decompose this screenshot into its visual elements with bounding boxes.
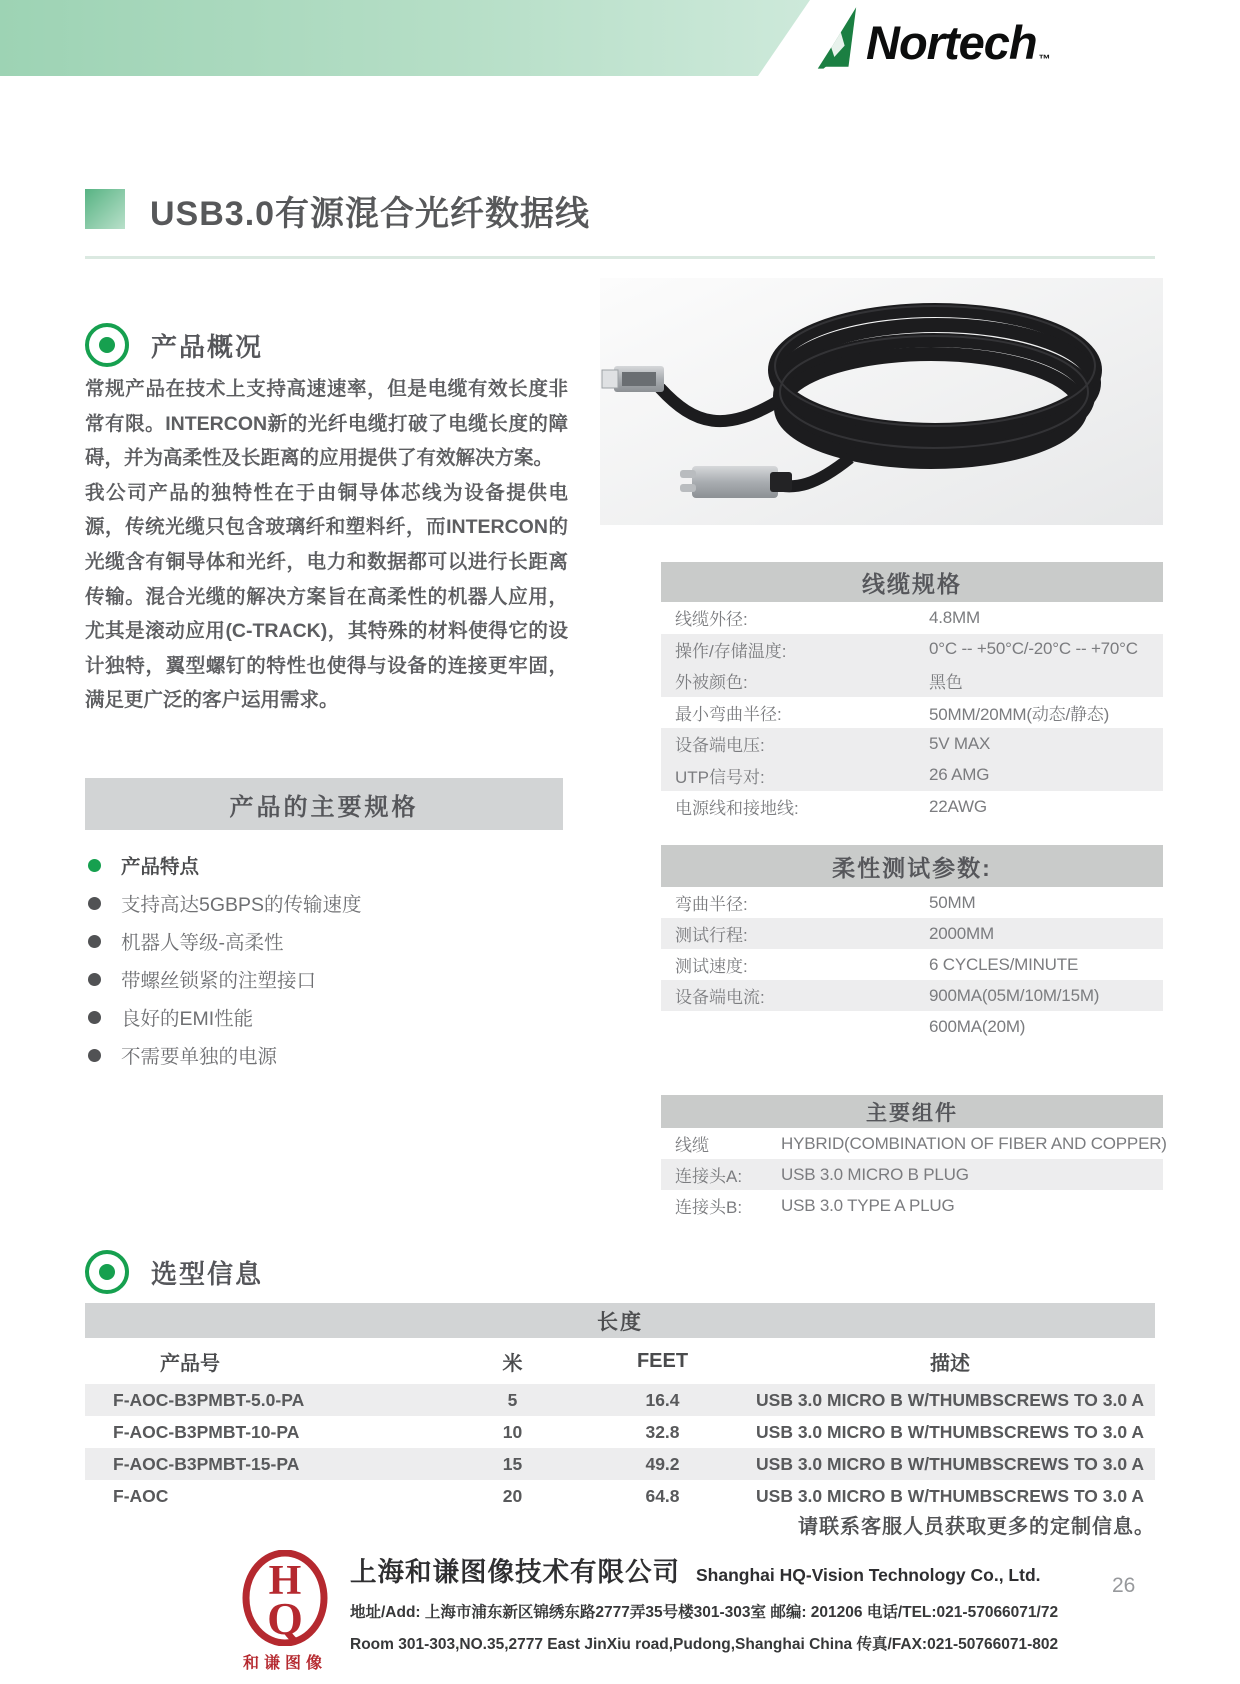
product-photo: [600, 278, 1163, 525]
feature-item: 支持高达5GBPS的传输速度: [88, 884, 568, 922]
brand-trademark: ™: [1038, 52, 1051, 66]
cable-spec-heading: 线缆规格: [661, 562, 1163, 602]
table-row: F-AOC 20 64.8 USB 3.0 MICRO B W/THUMBSCREWS TO 3.0 A: [113, 1485, 1144, 1506]
table-row: 设备端电流: 900MA(05M/10M/15M): [661, 980, 1163, 1011]
table-row: 操作/存储温度: 0°C -- +50°C/-20°C -- +70°C: [661, 634, 1163, 666]
table-row: 弯曲半径: 50MM: [675, 892, 976, 914]
table-row: 连接头B: USB 3.0 TYPE A PLUG: [675, 1195, 955, 1217]
table-row: 电源线和接地线: 22AWG: [675, 796, 987, 819]
table-row: 线缆 HYBRID(COMBINATION OF FIBER AND COPPER): [675, 1133, 1167, 1155]
table-row: 设备端电压: 5V MAX: [661, 728, 1163, 760]
overview-heading: 产品概况: [151, 331, 264, 362]
flex-test-heading: 柔性测试参数:: [661, 845, 1163, 887]
table-row: 线缆外径: 4.8MM: [675, 607, 980, 630]
company-name-cn: 上海和谦图像技术有限公司: [350, 1557, 680, 1587]
company-address-en: Room 301-303,NO.35,2777 East JinXiu road,Pudong,Shanghai China 传真/FAX:021-50766071-802: [350, 1636, 1059, 1653]
svg-text:Q: Q: [267, 1593, 303, 1644]
feature-item: 产品特点: [88, 846, 568, 884]
overview-paragraph-2: 我公司产品的独特性在于由铜导体芯线为设备提供电源，传统光缆只包含玻璃纤和塑料纤，而INTERCON的光缆含有铜导体和光纤，电力和数据都可以进行长距离传输。混合光缆的解决方案旨在高柔性的机器人应用，尤其是滚动应用(C-TRACK)，其特殊的材料使得它的设计独特，翼型螺钉的特性也使得与设备的连接更牢固，满足更广泛的客户运用需求。: [85, 481, 568, 712]
table-row: UTP信号对: 26 AMG: [661, 760, 1163, 792]
bullet-dot-icon: [88, 859, 101, 872]
bullet-dot-icon: [88, 935, 101, 948]
table-row: F-AOC-B3PMBT-10-PA 10 32.8 USB 3.0 MICRO B W/THUMBSCREWS TO 3.0 A: [113, 1421, 1144, 1442]
table-row: 连接头A: USB 3.0 MICRO B PLUG: [661, 1159, 1163, 1190]
feature-item: 不需要单独的电源: [88, 1036, 568, 1074]
feature-item: 带螺丝锁紧的注塑接口: [88, 960, 568, 998]
hq-vision-logo-icon: [240, 1550, 330, 1651]
components-table: [661, 1095, 1167, 1221]
table-row: 外被颜色: 黑色: [661, 665, 1163, 697]
overview-paragraph-1: 常规产品在技术上支持高速速率，但是电缆有效长度非常有限。INTERCON新的光纤电缆打破了电缆长度的障碍，并为高柔性及长距离的应用提供了有效解决方案。: [85, 378, 568, 470]
flex-test-table: [661, 845, 1163, 1042]
brand-logo: [812, 10, 1051, 74]
company-name-row: [350, 1550, 1041, 1589]
bullet-dot-icon: [88, 1049, 101, 1062]
feature-item: 良好的EMI性能: [88, 998, 568, 1036]
table-row: 测试行程: 2000MM: [661, 918, 1163, 949]
title-underline: [85, 256, 1155, 259]
bullet-dot-icon: [88, 897, 101, 910]
custom-info-note: 请联系客服人员获取更多的定制信息。: [798, 1516, 1155, 1538]
cable-spec-table: [661, 562, 1163, 823]
usb-a-connector: [602, 366, 664, 392]
selection-table: [85, 1303, 1155, 1512]
selection-section-head: [85, 1250, 263, 1294]
hq-logo-caption: 和谦图像: [242, 1655, 327, 1672]
top-green-band: [0, 0, 810, 76]
table-row: 测试速度: 6 CYCLES/MINUTE: [675, 954, 1079, 976]
company-address-cn: 地址/Add: 上海市浦东新区锦绣东路2777弄35号楼301-303室 邮编: 201206 电话/TEL:021-57066071/72: [350, 1604, 1059, 1621]
bullet-dot-icon: [88, 973, 101, 986]
components-heading: 主要组件: [661, 1095, 1163, 1128]
brand-name: Nortech: [866, 16, 1037, 69]
section-ring-icon: [85, 323, 129, 367]
page-number: 26: [1112, 1574, 1136, 1597]
svg-text:H: H: [268, 1558, 302, 1604]
table-row: F-AOC-B3PMBT-5.0-PA 5 16.4 USB 3.0 MICRO B W/THUMBSCREWS TO 3.0 A: [85, 1384, 1155, 1416]
selection-column-headers: 产品号 米 FEET 描述: [160, 1349, 970, 1375]
selection-heading: 选型信息: [151, 1258, 264, 1289]
table-row: 600MA(20M): [929, 1016, 1026, 1036]
bullet-dot-icon: [88, 1011, 101, 1024]
section-ring-icon: [85, 1250, 129, 1294]
table-row: F-AOC-B3PMBT-15-PA 15 49.2 USB 3.0 MICRO B W/THUMBSCREWS TO 3.0 A: [85, 1448, 1155, 1480]
table-row: 最小弯曲半径: 50MM/20MM(动态/静态): [675, 704, 1110, 724]
company-name-en: Shanghai HQ-Vision Technology Co., Ltd.: [696, 1565, 1041, 1585]
nortech-triangle-icon: [812, 5, 860, 74]
feature-item: 机器人等级-高柔性: [88, 922, 568, 960]
feature-list: [88, 846, 568, 1074]
main-specs-box-title: 产品的主要规格: [85, 778, 563, 830]
selection-band-title: 长度: [85, 1303, 1155, 1338]
page-title: USB3.0有源混合光纤数据线: [150, 195, 591, 233]
title-green-square-icon: [85, 189, 125, 229]
overview-section-head: [85, 323, 263, 367]
micro-b-connector: [680, 466, 792, 498]
overview-text: [85, 372, 568, 718]
